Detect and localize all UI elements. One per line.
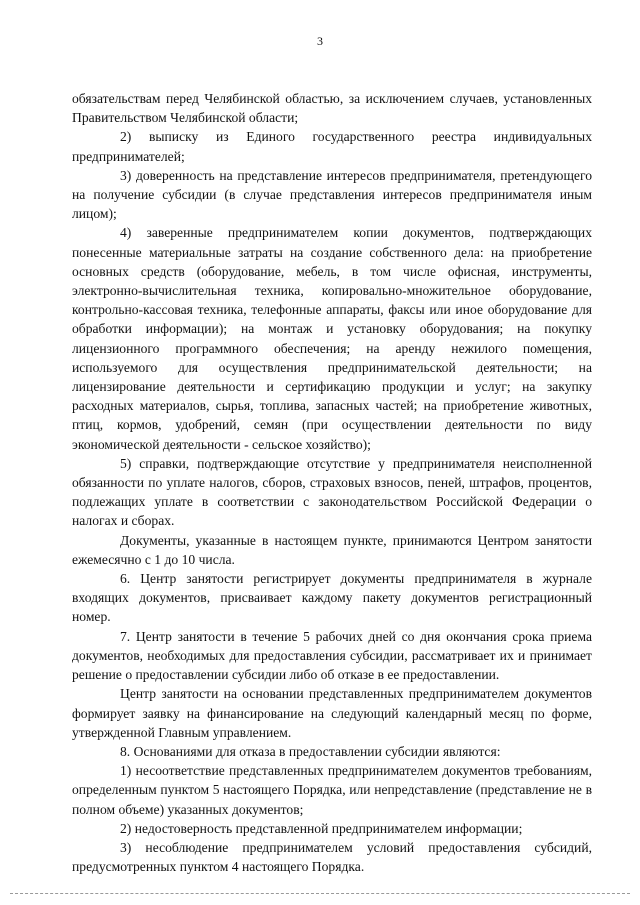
paragraph: обязательствам перед Челябинской областью, за исключением случаев, установленных Правительством Челябинской области;: [72, 91, 592, 126]
document-body: [72, 89, 592, 876]
paragraph: 7. Центр занятости в течение 5 рабочих дней со дня окончания срока приема документов, необходимых для предоставления субсидии, рассматривает их и принимает решение о предоставлении субсидии либо об отказе в ее предоставлении.: [72, 628, 592, 683]
paragraph: 4) заверенные предпринимателем копии документов, подтверждающих понесенные материальные затраты на создание собственного дела: на приобретение основных средств (оборудование, мебель, в том числе офисная, инструменты, электронно-вычислительная техника, копировально-множительное оборудование, контрольно-кассовая техника, телефонные аппараты, факсы или иное оборудование для обработки информации); на монтаж и установку оборудования; на покупку лицензионного программного обеспечения; на аренду нежилого помещения, используемого для осуществления предпринимательской деятельности; на лицензирование деятельности и сертификацию продукции и услуг; на закупку расходных материалов, сырья, топлива, запасных частей; на приобретение животных, птиц, кормов, удобрений, семян (при осуществлении деятельности по виду экономической деятельности - сельское хозяйство);: [72, 225, 592, 452]
paragraph: 8. Основаниями для отказа в предоставлении субсидии являются:: [120, 743, 501, 759]
paragraph: 6. Центр занятости регистрирует документы предпринимателя в журнале входящих документов, присваивает каждому пакету документов регистрационный номер.: [72, 571, 592, 625]
paragraph: 1) несоответствие представленных предпринимателем документов требованиям, определенным пунктом 5 настоящего Порядка, или непредставление (представление не в полном объеме) указанных документов;: [72, 763, 592, 817]
paragraph: Центр занятости на основании представленных предпринимателем документов формирует заявку на финансирование на следующий календарный месяц по форме, утвержденной Главным управлением.: [72, 686, 592, 740]
page-number: 3: [317, 34, 323, 48]
paragraph: 2) выписку из Единого государственного реестра индивидуальных предпринимателей;: [72, 129, 592, 164]
paragraph: 2) недостоверность представленной предпринимателем информации;: [120, 820, 523, 836]
paragraph: 5) справки, подтверждающие отсутствие у предпринимателя неисполненной обязанности по уплате налогов, сборов, страховых взносов, пеней, штрафов, процентов, подлежащих уплате в соответствии с законодательством Российской Федерации о налогах и сборах.: [72, 455, 592, 529]
paragraph: 3) доверенность на представление интересов предпринимателя, претендующего на получение субсидии (в случае представления интересов предпринимателя иным лицом);: [72, 167, 592, 222]
page-bottom-border: [10, 893, 630, 894]
paragraph: 3) несоблюдение предпринимателем условий предоставления субсидий, предусмотренных пунктом 4 настоящего Порядка.: [72, 839, 592, 875]
paragraph: Документы, указанные в настоящем пункте, принимаются Центром занятости ежемесячно с 1 до 10 числа.: [72, 532, 592, 567]
